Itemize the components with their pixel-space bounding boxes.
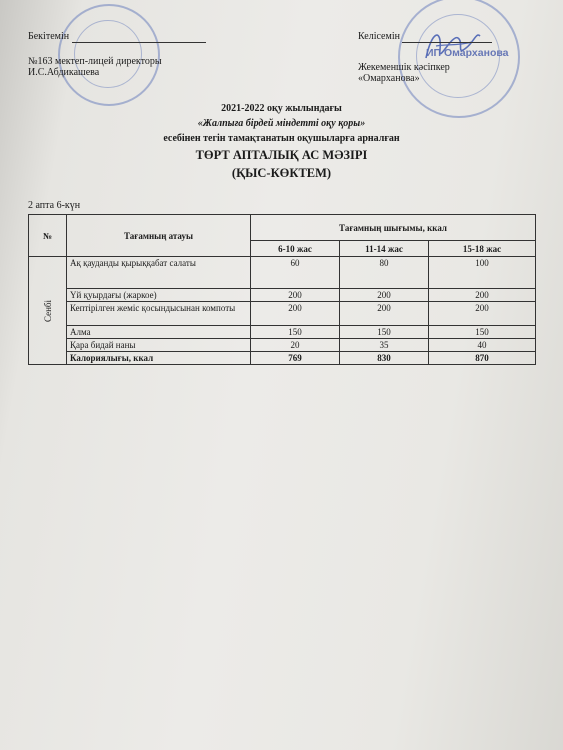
title-menu: ТӨРТ АПТАЛЫҚ АС МӘЗІРІ bbox=[195, 148, 368, 162]
table-row bbox=[29, 302, 536, 326]
value-age-2: 80 bbox=[340, 257, 429, 289]
header-age-2: 11-14 жас bbox=[340, 241, 429, 257]
value-age-3: 40 bbox=[429, 339, 536, 352]
value-age-1: 150 bbox=[251, 326, 340, 339]
total-age-1: 769 bbox=[251, 352, 340, 365]
table-row bbox=[29, 289, 536, 302]
meal-day-label: Сенбі bbox=[29, 257, 67, 365]
value-age-3: 100 bbox=[429, 257, 536, 289]
value-age-1: 200 bbox=[251, 289, 340, 302]
header-dish-name: Тағамның атауы bbox=[67, 215, 251, 257]
dish-name: Қара бидай наны bbox=[67, 339, 251, 352]
total-row bbox=[29, 352, 536, 365]
table-row bbox=[29, 257, 536, 289]
dish-name: Ақ қауданды қырыққабат салаты bbox=[67, 257, 251, 289]
value-age-1: 60 bbox=[251, 257, 340, 289]
value-age-2: 35 bbox=[340, 339, 429, 352]
entrepreneur-name: «Омарханова» bbox=[358, 73, 420, 84]
dish-name: Үй қуырдағы (жаркое) bbox=[67, 289, 251, 302]
agree-label: Келісемін bbox=[358, 31, 400, 42]
value-age-3: 200 bbox=[429, 302, 536, 326]
total-label: Калориялығы, ккал bbox=[67, 352, 251, 365]
total-age-3: 870 bbox=[429, 352, 536, 365]
title-year: 2021-2022 оқу жылындағы bbox=[221, 103, 342, 114]
director-position: №163 мектеп-лицей директоры bbox=[28, 56, 162, 67]
value-age-2: 150 bbox=[340, 326, 429, 339]
value-age-1: 20 bbox=[251, 339, 340, 352]
stamp-text: ИП Омарханова bbox=[426, 47, 509, 59]
school-stamp bbox=[58, 4, 160, 106]
total-age-2: 830 bbox=[340, 352, 429, 365]
week-day-label: 2 апта 6-күн bbox=[28, 200, 81, 211]
value-age-2: 200 bbox=[340, 289, 429, 302]
dish-name: Кептірілген жеміс қосындысынан компоты bbox=[67, 302, 251, 326]
header-age-1: 6-10 жас bbox=[251, 241, 340, 257]
header-age-3: 15-18 жас bbox=[429, 241, 536, 257]
table-row bbox=[29, 326, 536, 339]
table-row bbox=[29, 339, 536, 352]
value-age-3: 150 bbox=[429, 326, 536, 339]
dish-name: Алма bbox=[67, 326, 251, 339]
signature-line-left bbox=[72, 42, 206, 43]
header-yield: Тағамның шығымы, ккал bbox=[251, 215, 536, 241]
entrepreneur-position: Жекеменшік кәсіпкер bbox=[358, 62, 450, 73]
title-fund: «Жалпыға бірдей міндетті оқу қоры» bbox=[197, 118, 366, 129]
value-age-1: 200 bbox=[251, 302, 340, 326]
title-season: (ҚЫС-КӨКТЕМ) bbox=[231, 166, 332, 180]
approve-label: Бекітемін bbox=[28, 31, 70, 42]
menu-table bbox=[28, 214, 536, 365]
signature-line-right bbox=[402, 42, 492, 43]
director-name: И.С.Абдикашева bbox=[28, 67, 100, 78]
value-age-2: 200 bbox=[340, 302, 429, 326]
header-number: № bbox=[29, 215, 67, 257]
title-purpose: есебінен тегін тамақтанатын оқушыларға арналған bbox=[163, 133, 400, 144]
value-age-3: 200 bbox=[429, 289, 536, 302]
